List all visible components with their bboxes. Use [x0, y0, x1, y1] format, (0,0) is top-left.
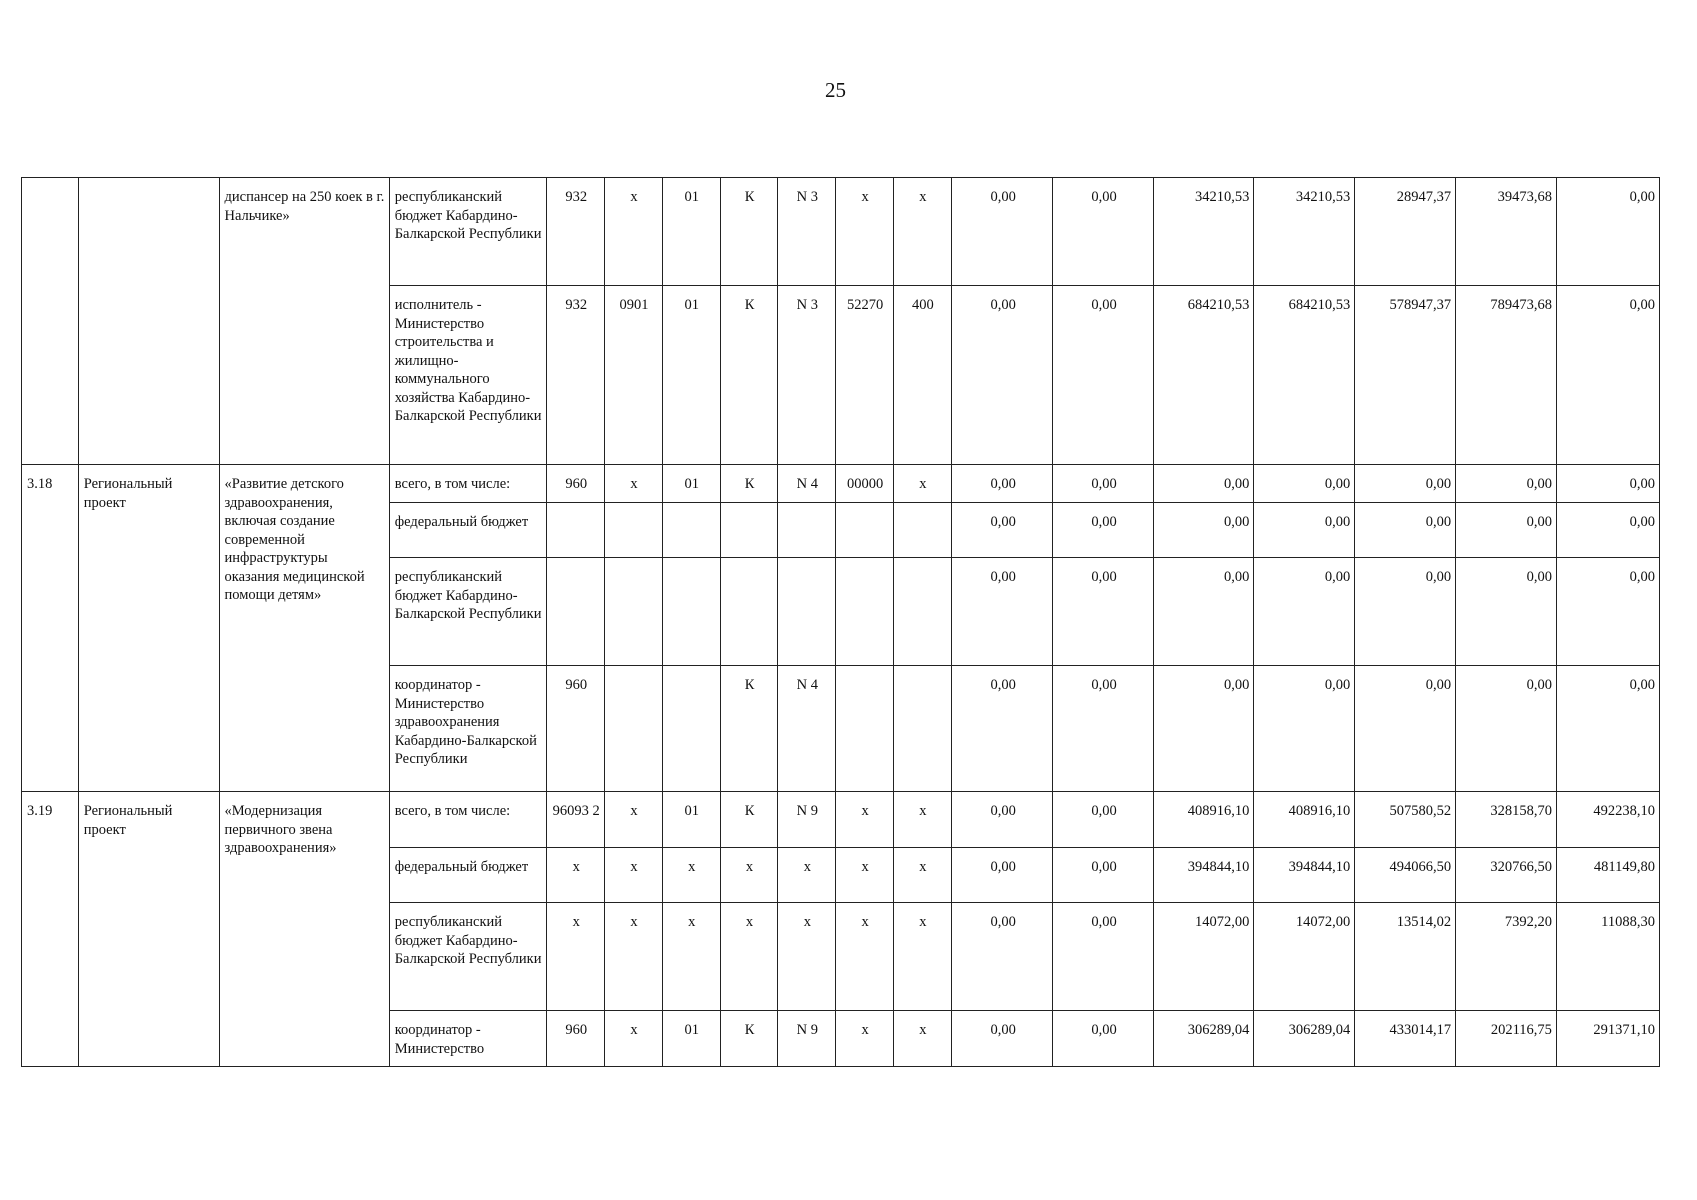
budget-code-cell: х: [894, 465, 952, 503]
budget-code-cell: 01: [662, 178, 720, 286]
amount-cell: 34210,53: [1254, 178, 1355, 286]
budget-code-cell: х: [605, 792, 663, 848]
amount-cell: 0,00: [951, 1011, 1052, 1067]
amount-cell: 0,00: [1052, 666, 1153, 792]
budget-code-cell: [662, 503, 720, 558]
amount-cell: 0,00: [1556, 666, 1659, 792]
budget-code-cell: 400: [894, 286, 952, 465]
budget-code-cell: [662, 558, 720, 666]
budget-code-cell: х: [605, 178, 663, 286]
amount-cell: 39473,68: [1456, 178, 1557, 286]
budget-code-cell: х: [720, 903, 778, 1011]
amount-cell: 0,00: [1456, 465, 1557, 503]
funding-source-cell: республиканский бюджет Кабардино-Балкарской Республики: [389, 903, 547, 1011]
funding-source-cell: координатор - Министерство: [389, 1011, 547, 1067]
budget-code-cell: х: [605, 848, 663, 903]
budget-code-cell: 01: [662, 792, 720, 848]
budget-code-cell: 01: [662, 465, 720, 503]
funding-source-cell: федеральный бюджет: [389, 848, 547, 903]
amount-cell: 0,00: [1052, 178, 1153, 286]
budget-code-cell: 932: [547, 286, 605, 465]
budget-code-cell: х: [894, 178, 952, 286]
budget-code-cell: N 4: [778, 666, 836, 792]
funding-source-cell: исполнитель - Министерство строительства и жилищно-коммунального хозяйства Кабардино-Балкарской Республики: [389, 286, 547, 465]
amount-cell: 0,00: [1052, 286, 1153, 465]
budget-code-cell: 00000: [836, 465, 894, 503]
budget-code-cell: [605, 503, 663, 558]
amount-cell: 394844,10: [1153, 848, 1254, 903]
item-type-cell: Региональный проект: [78, 465, 219, 792]
budget-code-cell: К: [720, 286, 778, 465]
amount-cell: 0,00: [1456, 503, 1557, 558]
budget-code-cell: [778, 558, 836, 666]
amount-cell: 202116,75: [1456, 1011, 1557, 1067]
amount-cell: 0,00: [1456, 558, 1557, 666]
budget-code-cell: 52270: [836, 286, 894, 465]
amount-cell: 0,00: [1153, 465, 1254, 503]
budget-code-cell: N 9: [778, 792, 836, 848]
amount-cell: 0,00: [1456, 666, 1557, 792]
budget-code-cell: N 4: [778, 465, 836, 503]
budget-code-cell: [894, 666, 952, 792]
amount-cell: 0,00: [1153, 558, 1254, 666]
amount-cell: 0,00: [951, 178, 1052, 286]
budget-code-cell: N 9: [778, 1011, 836, 1067]
budget-table: [21, 177, 1660, 1067]
funding-source-cell: всего, в том числе:: [389, 465, 547, 503]
amount-cell: 328158,70: [1456, 792, 1557, 848]
amount-cell: 13514,02: [1355, 903, 1456, 1011]
amount-cell: 320766,50: [1456, 848, 1557, 903]
amount-cell: 408916,10: [1153, 792, 1254, 848]
amount-cell: 11088,30: [1556, 903, 1659, 1011]
budget-code-cell: 932: [547, 178, 605, 286]
budget-code-cell: 960: [547, 465, 605, 503]
budget-code-cell: 01: [662, 286, 720, 465]
amount-cell: 0,00: [1052, 792, 1153, 848]
amount-cell: 291371,10: [1556, 1011, 1659, 1067]
amount-cell: 0,00: [1254, 503, 1355, 558]
amount-cell: 0,00: [1052, 848, 1153, 903]
amount-cell: 28947,37: [1355, 178, 1456, 286]
budget-code-cell: N 3: [778, 178, 836, 286]
budget-code-cell: х: [547, 848, 605, 903]
amount-cell: 306289,04: [1254, 1011, 1355, 1067]
budget-code-cell: [894, 558, 952, 666]
amount-cell: 0,00: [951, 503, 1052, 558]
item-number-cell: 3.18: [22, 465, 79, 792]
amount-cell: 408916,10: [1254, 792, 1355, 848]
amount-cell: 507580,52: [1355, 792, 1456, 848]
table-row: [22, 792, 1660, 848]
budget-code-cell: [720, 503, 778, 558]
amount-cell: 7392,20: [1456, 903, 1557, 1011]
funding-source-cell: координатор - Министерство здравоохранения Кабардино-Балкарской Республики: [389, 666, 547, 792]
funding-source-cell: всего, в том числе:: [389, 792, 547, 848]
amount-cell: 0,00: [1556, 286, 1659, 465]
budget-code-cell: [836, 503, 894, 558]
amount-cell: 0,00: [1052, 903, 1153, 1011]
amount-cell: 0,00: [1052, 503, 1153, 558]
budget-code-cell: х: [547, 903, 605, 1011]
amount-cell: 0,00: [1254, 558, 1355, 666]
budget-code-cell: 0901: [605, 286, 663, 465]
budget-code-cell: [662, 666, 720, 792]
budget-code-cell: [836, 558, 894, 666]
amount-cell: 0,00: [1556, 178, 1659, 286]
budget-code-cell: х: [778, 848, 836, 903]
amount-cell: 789473,68: [1456, 286, 1557, 465]
item-type-cell: [78, 178, 219, 465]
budget-code-cell: х: [605, 903, 663, 1011]
amount-cell: 306289,04: [1153, 1011, 1254, 1067]
budget-code-cell: К: [720, 465, 778, 503]
amount-cell: 684210,53: [1254, 286, 1355, 465]
page-number: 25: [825, 78, 846, 102]
amount-cell: 0,00: [1355, 666, 1456, 792]
funding-source-cell: республиканский бюджет Кабардино-Балкарской Республики: [389, 558, 547, 666]
table-row: [22, 178, 1660, 286]
budget-code-cell: х: [836, 178, 894, 286]
item-type-cell: Региональный проект: [78, 792, 219, 1067]
budget-code-cell: х: [894, 1011, 952, 1067]
budget-code-cell: К: [720, 178, 778, 286]
amount-cell: 0,00: [1556, 503, 1659, 558]
budget-code-cell: [547, 558, 605, 666]
amount-cell: 0,00: [1556, 558, 1659, 666]
budget-code-cell: N 3: [778, 286, 836, 465]
amount-cell: 0,00: [1052, 1011, 1153, 1067]
amount-cell: 0,00: [1355, 558, 1456, 666]
amount-cell: 492238,10: [1556, 792, 1659, 848]
budget-code-cell: х: [605, 465, 663, 503]
amount-cell: 578947,37: [1355, 286, 1456, 465]
budget-code-cell: К: [720, 666, 778, 792]
amount-cell: 0,00: [951, 792, 1052, 848]
budget-code-cell: х: [894, 792, 952, 848]
amount-cell: 0,00: [1355, 465, 1456, 503]
amount-cell: 394844,10: [1254, 848, 1355, 903]
budget-code-cell: х: [836, 903, 894, 1011]
budget-code-cell: х: [894, 903, 952, 1011]
amount-cell: 684210,53: [1153, 286, 1254, 465]
amount-cell: 0,00: [1355, 503, 1456, 558]
item-name-cell: «Развитие детского здравоохранения, включая создание современной инфраструктуры оказания медицинской помощи детям»: [219, 465, 389, 792]
item-name-cell: «Модернизация первичного звена здравоохранения»: [219, 792, 389, 1067]
item-number-cell: 3.19: [22, 792, 79, 1067]
amount-cell: 0,00: [951, 465, 1052, 503]
budget-code-cell: [778, 503, 836, 558]
budget-code-cell: х: [836, 848, 894, 903]
item-number-cell: [22, 178, 79, 465]
amount-cell: 0,00: [951, 666, 1052, 792]
amount-cell: 34210,53: [1153, 178, 1254, 286]
budget-code-cell: К: [720, 792, 778, 848]
amount-cell: 0,00: [951, 848, 1052, 903]
amount-cell: 0,00: [1254, 666, 1355, 792]
table-row: [22, 465, 1660, 503]
amount-cell: 0,00: [1556, 465, 1659, 503]
amount-cell: 14072,00: [1153, 903, 1254, 1011]
amount-cell: 481149,80: [1556, 848, 1659, 903]
budget-code-cell: 96093 2: [547, 792, 605, 848]
amount-cell: 0,00: [951, 286, 1052, 465]
budget-code-cell: [605, 666, 663, 792]
amount-cell: 0,00: [951, 558, 1052, 666]
amount-cell: 494066,50: [1355, 848, 1456, 903]
amount-cell: 0,00: [1052, 558, 1153, 666]
budget-code-cell: х: [662, 903, 720, 1011]
amount-cell: 14072,00: [1254, 903, 1355, 1011]
funding-source-cell: республиканский бюджет Кабардино-Балкарской Республики: [389, 178, 547, 286]
amount-cell: 433014,17: [1355, 1011, 1456, 1067]
budget-code-cell: х: [720, 848, 778, 903]
amount-cell: 0,00: [1052, 465, 1153, 503]
budget-code-cell: [547, 503, 605, 558]
budget-code-cell: х: [662, 848, 720, 903]
budget-code-cell: х: [836, 792, 894, 848]
budget-code-cell: х: [894, 848, 952, 903]
budget-code-cell: [894, 503, 952, 558]
amount-cell: 0,00: [951, 903, 1052, 1011]
budget-code-cell: К: [720, 1011, 778, 1067]
budget-code-cell: 960: [547, 666, 605, 792]
budget-code-cell: х: [778, 903, 836, 1011]
amount-cell: 0,00: [1254, 465, 1355, 503]
amount-cell: 0,00: [1153, 503, 1254, 558]
funding-source-cell: федеральный бюджет: [389, 503, 547, 558]
budget-code-cell: [720, 558, 778, 666]
budget-code-cell: 01: [662, 1011, 720, 1067]
budget-code-cell: х: [605, 1011, 663, 1067]
budget-code-cell: [605, 558, 663, 666]
budget-code-cell: [836, 666, 894, 792]
budget-code-cell: 960: [547, 1011, 605, 1067]
amount-cell: 0,00: [1153, 666, 1254, 792]
budget-code-cell: х: [836, 1011, 894, 1067]
item-name-cell: диспансер на 250 коек в г. Нальчике»: [219, 178, 389, 465]
